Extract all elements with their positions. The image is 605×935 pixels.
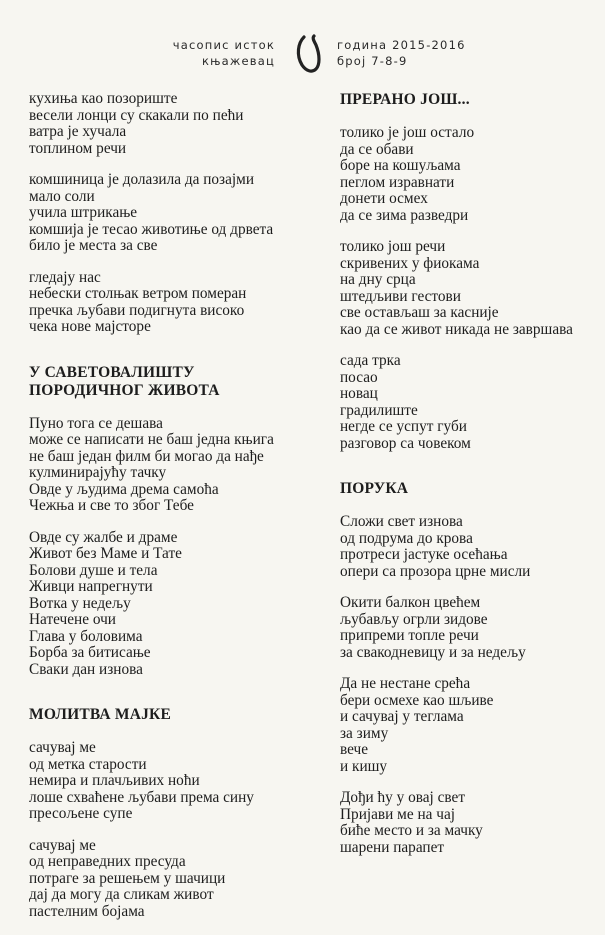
verse-line: гледају нас [29, 268, 101, 286]
stanza [340, 239, 600, 338]
verse-line: Сложи свет изнова [340, 513, 463, 530]
verse-line: Сваки дан изнова [29, 660, 143, 678]
issue-number: број 7-8-9 [337, 54, 408, 68]
stanza [29, 530, 319, 679]
verse-line: ватра је хучала [29, 123, 127, 140]
verse-line: небески столњак ветром померан [29, 285, 247, 302]
verse-line: комшиница је долазила да позајми [29, 171, 255, 188]
header-left [173, 37, 275, 69]
magazine-name: часопис исток [172, 38, 275, 52]
verse-line: кухиња као позориште [29, 90, 178, 107]
issue-year: година 2015-2016 [337, 38, 466, 52]
poem-title: ПОРУКА [340, 480, 409, 497]
verse-line: пресољене супе [29, 805, 133, 822]
verse-line: Натечене очи [29, 611, 116, 628]
verse-line: за зиму [340, 724, 389, 742]
verse-line: на дну срца [340, 271, 416, 288]
poem-title: ПРЕРАНО ЈОШ... [340, 91, 470, 108]
verse-line: мало соли [29, 187, 95, 205]
verse-line: припреми топле речи [340, 627, 479, 644]
verse-line: било је места за све [29, 237, 158, 254]
verse-line: донети осмех [340, 190, 428, 207]
verse-line: Борба за битисање [29, 644, 151, 661]
page-header [0, 33, 605, 77]
verse-line: Чежња и све то због Тебе [29, 497, 194, 514]
verse-line: Живци напрегнути [29, 578, 153, 595]
poem-title-block [29, 706, 319, 724]
stanza [29, 270, 319, 336]
verse-line: немира и плачљивих ноћи [29, 772, 200, 789]
verse-line: Пуно тога се дешава [29, 414, 163, 432]
verse-line: чека нове мајсторе [29, 318, 151, 335]
verse-line: кулминирајућу тачку [29, 464, 167, 481]
verse-line: од неправедних пресуда [29, 853, 186, 870]
verse-line: Болови душе и тела [29, 561, 158, 579]
stanza [340, 595, 600, 661]
poem-title-block [29, 364, 319, 400]
verse-line: градилиште [340, 401, 418, 419]
poem-title: ПОРОДИЧНОГ ЖИВОТА [29, 381, 220, 399]
verse-line: Дођи ћу у овај свет [340, 789, 466, 806]
verse-line: сачувај ме [29, 739, 96, 756]
verse-line: сада трка [340, 352, 401, 369]
verse-line: Овде у људима дрема самоћа [29, 480, 219, 498]
stanza [29, 838, 319, 921]
verse-line: шарени парапет [340, 838, 445, 856]
verse-line: биће место и за мачку [340, 822, 483, 839]
stanza [340, 353, 600, 452]
verse-line: Живот без Маме и Тате [29, 545, 182, 562]
magazine-logo-icon [292, 33, 328, 77]
stanza [29, 416, 319, 515]
verse-line: љубављу огрли зидове [340, 610, 488, 628]
stanza [340, 676, 600, 775]
verse-line: боре на кошуљама [340, 157, 461, 174]
verse-line: толико још речи [340, 238, 446, 255]
verse-line: и кишу [340, 757, 388, 775]
right-column [340, 91, 600, 871]
verse-line: Вотка у недељу [29, 594, 131, 612]
verse-line: за свакодневицу и за недељу [340, 643, 526, 661]
verse-line: пастелним бојама [29, 902, 145, 920]
stanza [340, 790, 600, 856]
verse-line: и сачувај у теглама [340, 708, 464, 725]
verse-line: Пријави ме на чај [340, 805, 455, 823]
verse-line: посао [340, 368, 378, 386]
stanza [340, 514, 600, 580]
stanza [29, 740, 319, 823]
verse-line: разговор са човеком [340, 434, 471, 452]
verse-line: штедљиви гестови [340, 287, 461, 305]
verse-line: новац [340, 385, 378, 402]
header-right [337, 37, 466, 69]
verse-line: Окити балкон цвећем [340, 594, 481, 611]
verse-line: вече [340, 741, 369, 758]
poem-untitled [29, 91, 319, 336]
verse-line: лоше схваћене љубави према сину [29, 788, 254, 806]
poem-counseling [29, 416, 319, 679]
verse-line: пеглом изравнати [340, 173, 455, 191]
verse-line: Овде су жалбе и драме [29, 528, 178, 546]
poem-title: МОЛИТВА МАЈКЕ [29, 706, 172, 723]
poem-title-block [340, 480, 600, 498]
verse-line: комшија је тесао животиње од дрвета [29, 220, 274, 238]
verse-line: од метка старости [29, 755, 147, 773]
left-column [29, 91, 319, 935]
verse-line: да се зима разведри [340, 206, 469, 224]
verse-line: протреси јастуке осећања [340, 546, 508, 563]
verse-line: пречка љубави подигнута високо [29, 301, 245, 319]
verse-line: дај да могу да сликам живот [29, 886, 214, 903]
verse-line: све остављаш за касније [340, 304, 499, 321]
verse-line: не баш један филм би могао да нађе [29, 447, 264, 465]
verse-line: опери са прозора црне мисли [340, 562, 531, 580]
poem-mothers-prayer [29, 740, 319, 920]
poem-message [340, 514, 600, 856]
verse-line: од подрума до крова [340, 529, 473, 547]
verse-line: може се написати не баш једна књига [29, 431, 274, 448]
verse-line: бери осмехе као шљиве [340, 691, 494, 709]
verse-line: негде се успут губи [340, 418, 467, 435]
stanza [340, 125, 600, 224]
poem-title: У САВЕТОВАЛИШТУ [29, 363, 195, 381]
verse-line: толико је још остало [340, 124, 475, 141]
poem-title-block [340, 91, 600, 109]
verse-line: весели лонци су скакали по пећи [29, 106, 244, 124]
verse-line: Да не нестане срећа [340, 675, 471, 692]
verse-line: учила штрикање [29, 204, 138, 221]
verse-line: да се обави [340, 140, 414, 158]
magazine-city: књажевац [201, 54, 275, 68]
verse-line: топлином речи [29, 139, 127, 157]
verse-line: сачувај ме [29, 836, 96, 854]
verse-line: као да се живот никада не завршава [340, 320, 573, 338]
verse-line: потраге за решењем у шачици [29, 869, 226, 887]
verse-line: скривених у фиокама [340, 254, 480, 272]
verse-line: Глава у боловима [29, 627, 143, 645]
stanza [29, 91, 319, 157]
poem-too-early [340, 125, 600, 452]
stanza [29, 172, 319, 255]
